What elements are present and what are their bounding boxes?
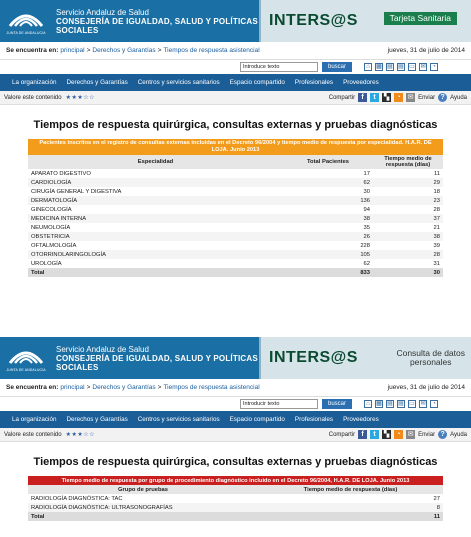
nav-item-profesionales[interactable]: Profesionales [294, 416, 334, 423]
brand-line-1: Servicio Andaluz de Salud [56, 7, 149, 17]
nav-item-centros[interactable]: Centros y servicios sanitarios [137, 416, 220, 423]
column-header: Grupo de pruebas [28, 485, 258, 494]
share-label: Compartir [328, 94, 356, 101]
table-row [28, 250, 443, 259]
row-value: 62 [283, 178, 373, 187]
table-row [28, 196, 443, 205]
home-icon[interactable]: ⌂ [364, 63, 372, 71]
send-link[interactable]: Enviar [418, 94, 436, 101]
help-link[interactable]: Ayuda [450, 94, 467, 101]
row-value: 18 [433, 188, 440, 195]
row-label: CARDIOLOGÍA [28, 178, 283, 187]
search-button[interactable]: buscar [322, 62, 352, 72]
table-row [28, 241, 443, 250]
search-button[interactable]: buscar [322, 399, 352, 409]
brand [52, 0, 259, 42]
row-value: 31 [433, 260, 440, 267]
row-value: 30 [363, 188, 370, 195]
table-caption: Pacientes inscritos en el registro de consultas externas incluidas en el Decreto 96/2004 y tiempo medio de respuesta por especialidad. H.A.R. DE LOJA. Junio 2013 [28, 139, 443, 155]
table-total-row [28, 268, 443, 277]
rating-row [0, 428, 471, 442]
banner-title: INTERS@S [269, 12, 358, 29]
facebook-icon[interactable]: f [358, 430, 367, 439]
mail-icon[interactable]: ✉ [407, 431, 414, 438]
gap [0, 300, 471, 337]
pruebas-table [28, 476, 443, 521]
toolbar-icons [364, 63, 438, 71]
rating-stars[interactable] [66, 94, 95, 101]
table-row [28, 187, 443, 196]
row-label: DERMATOLOGÍA [28, 196, 283, 205]
banner-subtitle-line-1: Consulta de datos [396, 348, 465, 358]
screenshot-2 [0, 337, 471, 537]
logo-text: JUNTA DE ANDALUCIA [6, 367, 46, 372]
intersas-banner[interactable] [259, 0, 471, 42]
nav-item-espacio[interactable]: Espacio compartido [229, 79, 285, 86]
row-value: 28 [373, 250, 443, 259]
search-bar [0, 397, 471, 411]
breadcrumb-link-principal[interactable]: principal [60, 47, 85, 54]
nav-item-proveedores[interactable]: Proveedores [343, 416, 379, 423]
doc-icon[interactable]: ▤ [398, 64, 404, 70]
nav-item-proveedores[interactable]: Proveedores [343, 79, 379, 86]
star-icon[interactable]: ★ [77, 432, 84, 438]
rss-icon[interactable]: ◔ [394, 430, 403, 439]
breadcrumb [0, 42, 471, 60]
search-bar [0, 60, 471, 74]
breadcrumb-link-principal[interactable]: principal [60, 384, 85, 391]
especialidades-table [28, 139, 443, 277]
row-label: RADIOLOGÍA DIAGNÓSTICA: ULTRASONOGRAFÍAS [28, 503, 258, 512]
star-icon[interactable]: ★ [65, 432, 72, 438]
current-date: jueves, 31 de julio de 2014 [387, 47, 465, 54]
total-value: 30 [373, 268, 443, 277]
row-value: 27 [433, 495, 440, 502]
page-title: Tiempos de respuesta quirúrgica, consultas externas y pruebas diagnósticas [33, 119, 438, 131]
row-value: 8 [258, 503, 443, 512]
print-icon[interactable]: ▭ [409, 64, 415, 70]
breadcrumb-link-tiempos[interactable]: Tiempos de respuesta asistencial [163, 384, 260, 391]
table-row [28, 503, 443, 512]
share-tools [329, 430, 467, 439]
column-header: Tiempo medio de respuesta (días) [373, 155, 443, 169]
star-icon[interactable]: ★ [65, 95, 72, 101]
breadcrumb-link-tiempos[interactable]: Tiempos de respuesta asistencial [163, 47, 260, 54]
table-row [28, 169, 443, 178]
search-input[interactable]: Introducir texto [240, 399, 318, 409]
star-icon[interactable]: ★ [71, 432, 78, 438]
table-row [28, 214, 443, 223]
row-value: 37 [373, 214, 443, 223]
mail-icon[interactable]: ✉ [420, 64, 426, 70]
mail-icon[interactable]: ✉ [407, 94, 414, 101]
help-icon[interactable]: ? [438, 93, 447, 102]
row-value: 35 [363, 224, 370, 231]
junta-logo-icon [6, 345, 46, 367]
brand-line-2: CONSEJERÍA DE IGUALDAD, SALUD Y POLÍTICAS SOCIALES [56, 16, 258, 35]
row-label: OFTALMOLOGÍA [31, 242, 77, 249]
total-label: Total [28, 512, 258, 521]
doc-icon[interactable]: ▤ [387, 401, 393, 407]
help-icon[interactable]: ? [438, 430, 447, 439]
total-label: Total [28, 268, 283, 277]
total-value: 833 [283, 268, 373, 277]
row-label: APARATO DIGESTIVO [31, 170, 91, 177]
row-value: 11 [433, 170, 440, 177]
breadcrumb-prefix: Se encuentra en: [6, 384, 59, 391]
home-icon[interactable]: ⌂ [364, 400, 372, 408]
send-link[interactable]: Enviar [418, 431, 436, 438]
row-value: 62 [363, 260, 370, 267]
doc-icon[interactable]: ▤ [387, 64, 393, 70]
nav-item-organizacion[interactable]: La organización [12, 416, 57, 423]
column-header: Tiempo medio de respuesta (días) [258, 485, 443, 494]
delicious-icon[interactable]: ▚ [383, 94, 390, 101]
banner-title: INTERS@S [269, 349, 358, 366]
doc-icon[interactable]: ▤ [398, 401, 404, 407]
site-header [0, 337, 471, 379]
breadcrumb-link-derechos[interactable]: Derechos y Garantías [92, 384, 156, 391]
brand [52, 337, 259, 379]
nav-item-organizacion[interactable]: La organización [12, 79, 57, 86]
main-nav [0, 411, 471, 428]
brand-line-2: CONSEJERÍA DE IGUALDAD, SALUD Y POLÍTICAS SOCIALES [56, 353, 258, 372]
rating-label: Valore este contenido [4, 431, 62, 438]
row-value: 228 [360, 242, 370, 249]
row-label: RADIOLOGÍA DIAGNÓSTICA: TAC [31, 495, 123, 502]
row-value: 29 [373, 178, 443, 187]
star-empty-icon[interactable]: ☆ [83, 95, 90, 101]
column-header: Total Pacientes [283, 155, 373, 169]
rating-row [0, 91, 471, 105]
rss-icon[interactable]: ◔ [394, 93, 403, 102]
breadcrumb-separator: > [86, 384, 91, 391]
star-empty-icon[interactable]: ☆ [89, 95, 96, 101]
row-value: 39 [433, 242, 440, 249]
star-empty-icon[interactable]: ☆ [89, 432, 96, 438]
breadcrumb-separator: > [157, 47, 162, 54]
row-value: 28 [433, 206, 440, 213]
page-title: Tiempos de respuesta quirúrgica, consultas externas y pruebas diagnósticas [33, 456, 438, 468]
total-value: 11 [258, 512, 443, 521]
row-value: 38 [373, 232, 443, 241]
junta-logo-icon [6, 8, 46, 30]
nav-item-centros[interactable]: Centros y servicios sanitarios [137, 79, 220, 86]
row-value: 94 [363, 206, 370, 213]
row-value: 26 [283, 232, 373, 241]
logo-text: JUNTA DE ANDALUCIA [6, 30, 46, 35]
row-label: GINECOLOGÍA [31, 206, 72, 213]
nav-item-derechos[interactable]: Derechos y Garantías [66, 79, 128, 86]
facebook-icon[interactable]: f [358, 93, 367, 102]
column-header: Especialidad [28, 155, 283, 169]
search-input[interactable]: Introduce texto [240, 62, 318, 72]
main-nav [0, 74, 471, 91]
banner-subtitle-line-2: personales [409, 357, 452, 367]
row-value: 105 [283, 250, 373, 259]
nav-item-profesionales[interactable]: Profesionales [294, 79, 334, 86]
row-label: MEDICINA INTERNA [28, 214, 283, 223]
banner-subtitle [396, 349, 465, 367]
row-label: OTORRINOLARINGOLOGÍA [28, 250, 283, 259]
row-value: 136 [283, 196, 373, 205]
map-icon[interactable]: ▦ [376, 64, 382, 70]
row-value: 21 [433, 224, 440, 231]
table-caption: Tiempo medio de respuesta por grupo de procedimiento diagnóstico incluido en el Decreto 96/2004, H.A.R. DE LOJA. Junio 2013 [28, 476, 443, 485]
print-icon[interactable]: ▭ [409, 401, 415, 407]
rss-icon[interactable]: ◔ [430, 400, 438, 408]
breadcrumb-separator: > [86, 47, 91, 54]
mail-icon[interactable]: ✉ [420, 401, 426, 407]
row-value: 38 [283, 214, 373, 223]
toolbar-icons [364, 400, 438, 408]
junta-logo[interactable] [0, 0, 52, 42]
row-label: CIRUGÍA GENERAL Y DIGESTIVA [31, 188, 122, 195]
help-link[interactable]: Ayuda [450, 431, 467, 438]
star-icon[interactable]: ★ [77, 95, 84, 101]
table-row [28, 494, 443, 503]
delicious-icon[interactable]: ▚ [383, 431, 390, 438]
breadcrumb-separator: > [157, 384, 162, 391]
table-row [28, 232, 443, 241]
nav-item-derechos[interactable]: Derechos y Garantías [66, 416, 128, 423]
breadcrumb-prefix: Se encuentra en: [6, 47, 59, 54]
table-row [28, 178, 443, 187]
share-label: Compartir [328, 431, 356, 438]
breadcrumb-link-derechos[interactable]: Derechos y Garantías [92, 47, 156, 54]
rating-label: Valore este contenido [4, 94, 62, 101]
banner-subtitle: Tarjeta Sanitaria [384, 12, 457, 25]
breadcrumb [0, 379, 471, 397]
twitter-icon[interactable]: t [370, 430, 379, 439]
row-label: UROLOGÍA [31, 260, 62, 267]
row-value: 23 [373, 196, 443, 205]
star-empty-icon[interactable]: ☆ [83, 432, 90, 438]
site-header [0, 0, 471, 42]
brand-line-1: Servicio Andaluz de Salud [56, 344, 149, 354]
row-value: 17 [363, 170, 370, 177]
star-icon[interactable]: ★ [71, 95, 78, 101]
row-label: NEUMOLOGÍA [31, 224, 71, 231]
twitter-icon[interactable]: t [370, 93, 379, 102]
table-row [28, 223, 443, 232]
rss-icon[interactable]: ◔ [430, 63, 438, 71]
intersas-banner[interactable] [259, 337, 471, 379]
junta-logo[interactable] [0, 337, 52, 379]
row-label: OBSTETRICIA [28, 232, 283, 241]
current-date: jueves, 31 de julio de 2014 [387, 384, 465, 391]
rating-stars[interactable] [66, 431, 95, 438]
table-row [28, 205, 443, 214]
table-row [28, 259, 443, 268]
nav-item-espacio[interactable]: Espacio compartido [229, 416, 285, 423]
share-tools [329, 93, 467, 102]
table-total-row [28, 512, 443, 521]
map-icon[interactable]: ▦ [376, 401, 382, 407]
